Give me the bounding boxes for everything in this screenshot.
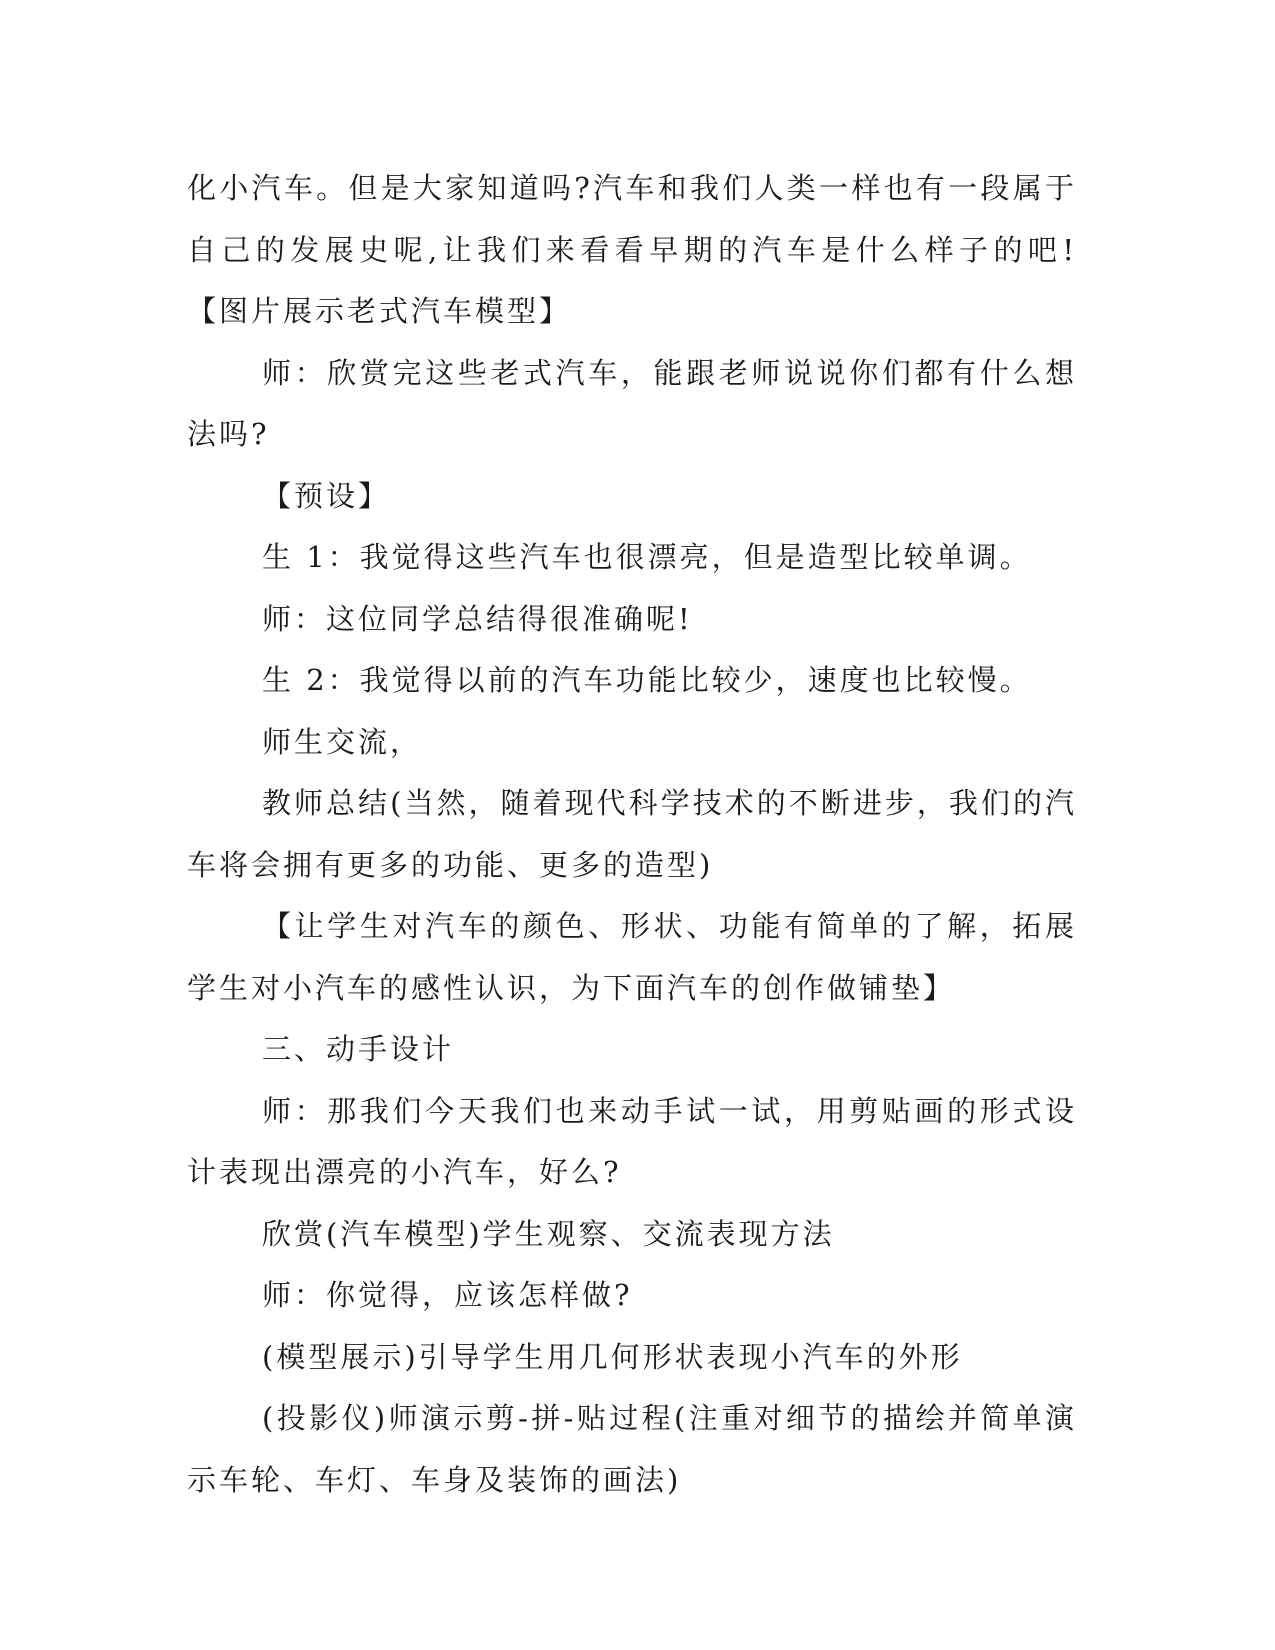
paragraph-teacher-summary: 教师总结(当然，随着现代科学技术的不断进步，我们的汽车将会拥有更多的功能、更多的造型) (187, 786, 1077, 882)
paragraph-appreciate-model: 欣赏(汽车模型)学生观察、交流表现方法 (262, 1216, 835, 1251)
paragraph-preset-label: 【预设】 (262, 478, 391, 513)
paragraph-model-display: (模型展示)引导学生用几何形状表现小汽车的外形 (262, 1339, 963, 1374)
document-body (187, 158, 1077, 1511)
paragraph-teacher-how: 师：你觉得，应该怎样做? (262, 1278, 633, 1312)
paragraph-exchange: 师生交流， (262, 724, 423, 759)
section-heading-hands-on: 三、动手设计 (262, 1032, 455, 1066)
paragraph-projector-demo: (投影仪)师演示剪-拼-贴过程(注重对细节的描绘并简单演示车轮、车灯、车身及装饰的画法) (187, 1401, 1077, 1497)
paragraph-design-intent: 【让学生对汽车的颜色、形状、功能有简单的了解，拓展学生对小汽车的感性认识，为下面汽车的创作做铺垫】 (187, 909, 1077, 1005)
paragraph-teacher-praise: 师：这位同学总结得很准确呢! (262, 601, 693, 636)
paragraph-student-2: 生 2：我觉得以前的汽车功能比较少，速度也比较慢。 (262, 663, 1032, 697)
paragraph-teacher-invite: 师：那我们今天我们也来动手试一试，用剪贴画的形式设计表现出漂亮的小汽车，好么? (187, 1093, 1077, 1189)
paragraph-teacher-question: 师：欣赏完这些老式汽车，能跟老师说说你们都有什么想法吗? (187, 355, 1077, 451)
paragraph-car-history: 化小汽车。但是大家知道吗?汽车和我们人类一样也有一段属于自己的发展史呢,让我们来看看早期的汽车是什么样子的吧!【图片展示老式汽车模型】 (187, 171, 1077, 328)
paragraph-student-1: 生 1：我觉得这些汽车也很漂亮，但是造型比较单调。 (262, 540, 1032, 574)
